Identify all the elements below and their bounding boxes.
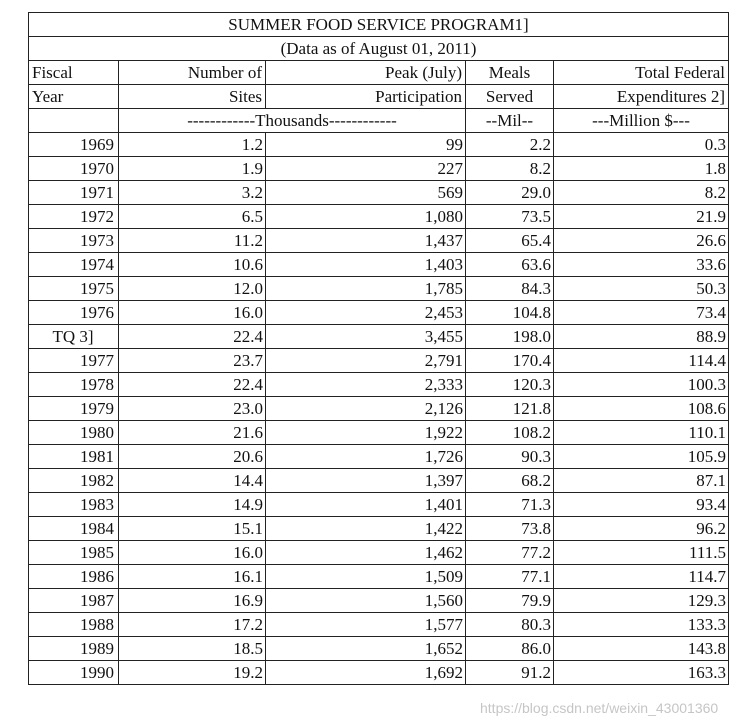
- cell-fiscal-year: 1973: [29, 229, 119, 253]
- cell-total-federal-expenditures: 110.1: [554, 421, 729, 445]
- cell-peak-participation: 1,080: [266, 205, 466, 229]
- cell-number-of-sites: 22.4: [119, 373, 266, 397]
- cell-meals-served: 63.6: [466, 253, 554, 277]
- cell-fiscal-year: 1971: [29, 181, 119, 205]
- table-title: SUMMER FOOD SERVICE PROGRAM1]: [29, 13, 729, 37]
- cell-number-of-sites: 16.9: [119, 589, 266, 613]
- cell-peak-participation: 569: [266, 181, 466, 205]
- cell-meals-served: 86.0: [466, 637, 554, 661]
- table-row: [29, 637, 729, 661]
- cell-fiscal-year: 1970: [29, 157, 119, 181]
- cell-peak-participation: 2,333: [266, 373, 466, 397]
- cell-peak-participation: 2,453: [266, 301, 466, 325]
- cell-peak-participation: 227: [266, 157, 466, 181]
- cell-total-federal-expenditures: 96.2: [554, 517, 729, 541]
- cell-meals-served: 77.1: [466, 565, 554, 589]
- cell-total-federal-expenditures: 133.3: [554, 613, 729, 637]
- cell-fiscal-year: 1975: [29, 277, 119, 301]
- cell-fiscal-year: 1989: [29, 637, 119, 661]
- header-sites-line2: Sites: [119, 85, 266, 109]
- header-fiscal-year-line1: Fiscal: [29, 61, 119, 85]
- cell-meals-served: 80.3: [466, 613, 554, 637]
- cell-fiscal-year: 1988: [29, 613, 119, 637]
- units-row: [29, 109, 729, 133]
- cell-peak-participation: 1,577: [266, 613, 466, 637]
- cell-fiscal-year: 1990: [29, 661, 119, 685]
- cell-total-federal-expenditures: 1.8: [554, 157, 729, 181]
- cell-peak-participation: 1,397: [266, 469, 466, 493]
- units-blank-cell: [29, 109, 119, 133]
- cell-total-federal-expenditures: 88.9: [554, 325, 729, 349]
- cell-fiscal-year: 1986: [29, 565, 119, 589]
- cell-meals-served: 77.2: [466, 541, 554, 565]
- cell-total-federal-expenditures: 8.2: [554, 181, 729, 205]
- cell-fiscal-year: 1979: [29, 397, 119, 421]
- cell-fiscal-year: 1974: [29, 253, 119, 277]
- table-subtitle-row: [29, 37, 729, 61]
- cell-peak-participation: 1,422: [266, 517, 466, 541]
- table-row: [29, 205, 729, 229]
- table-row: [29, 421, 729, 445]
- cell-meals-served: 121.8: [466, 397, 554, 421]
- cell-peak-participation: 2,791: [266, 349, 466, 373]
- cell-meals-served: 79.9: [466, 589, 554, 613]
- table-row: [29, 181, 729, 205]
- cell-peak-participation: 1,509: [266, 565, 466, 589]
- cell-peak-participation: 1,726: [266, 445, 466, 469]
- header-peak-line2: Participation: [266, 85, 466, 109]
- table-row: [29, 157, 729, 181]
- cell-number-of-sites: 23.0: [119, 397, 266, 421]
- cell-meals-served: 84.3: [466, 277, 554, 301]
- table-row: [29, 565, 729, 589]
- cell-fiscal-year: 1976: [29, 301, 119, 325]
- cell-number-of-sites: 12.0: [119, 277, 266, 301]
- cell-number-of-sites: 14.4: [119, 469, 266, 493]
- cell-fiscal-year: 1972: [29, 205, 119, 229]
- cell-meals-served: 90.3: [466, 445, 554, 469]
- cell-number-of-sites: 23.7: [119, 349, 266, 373]
- table-title-row: [29, 13, 729, 37]
- cell-number-of-sites: 10.6: [119, 253, 266, 277]
- cell-number-of-sites: 1.2: [119, 133, 266, 157]
- table-row: [29, 133, 729, 157]
- header-sites-line1: Number of: [119, 61, 266, 85]
- cell-total-federal-expenditures: 163.3: [554, 661, 729, 685]
- cell-number-of-sites: 11.2: [119, 229, 266, 253]
- cell-fiscal-year: 1981: [29, 445, 119, 469]
- cell-meals-served: 91.2: [466, 661, 554, 685]
- cell-meals-served: 170.4: [466, 349, 554, 373]
- units-mil: --Mil--: [466, 109, 554, 133]
- cell-fiscal-year: 1987: [29, 589, 119, 613]
- cell-meals-served: 73.5: [466, 205, 554, 229]
- cell-number-of-sites: 17.2: [119, 613, 266, 637]
- cell-meals-served: 68.2: [466, 469, 554, 493]
- cell-peak-participation: 1,560: [266, 589, 466, 613]
- cell-total-federal-expenditures: 26.6: [554, 229, 729, 253]
- cell-number-of-sites: 16.1: [119, 565, 266, 589]
- cell-number-of-sites: 3.2: [119, 181, 266, 205]
- cell-number-of-sites: 1.9: [119, 157, 266, 181]
- cell-total-federal-expenditures: 111.5: [554, 541, 729, 565]
- cell-peak-participation: 1,462: [266, 541, 466, 565]
- table-row: [29, 589, 729, 613]
- table-row: [29, 613, 729, 637]
- cell-total-federal-expenditures: 93.4: [554, 493, 729, 517]
- table-row: [29, 229, 729, 253]
- cell-peak-participation: 1,785: [266, 277, 466, 301]
- table-row: [29, 493, 729, 517]
- cell-fiscal-year: TQ 3]: [29, 325, 119, 349]
- table-row: [29, 277, 729, 301]
- table-row: [29, 517, 729, 541]
- cell-fiscal-year: 1969: [29, 133, 119, 157]
- cell-meals-served: 198.0: [466, 325, 554, 349]
- cell-meals-served: 120.3: [466, 373, 554, 397]
- cell-peak-participation: 1,401: [266, 493, 466, 517]
- cell-number-of-sites: 6.5: [119, 205, 266, 229]
- cell-total-federal-expenditures: 73.4: [554, 301, 729, 325]
- cell-peak-participation: 1,403: [266, 253, 466, 277]
- cell-total-federal-expenditures: 114.7: [554, 565, 729, 589]
- cell-number-of-sites: 16.0: [119, 301, 266, 325]
- table-row: [29, 253, 729, 277]
- header-meals-line2: Served: [466, 85, 554, 109]
- cell-fiscal-year: 1985: [29, 541, 119, 565]
- cell-number-of-sites: 18.5: [119, 637, 266, 661]
- watermark-text: https://blog.csdn.net/weixin_43001360: [480, 700, 719, 716]
- cell-total-federal-expenditures: 33.6: [554, 253, 729, 277]
- table-row: [29, 325, 729, 349]
- cell-peak-participation: 99: [266, 133, 466, 157]
- table-row: [29, 349, 729, 373]
- cell-total-federal-expenditures: 105.9: [554, 445, 729, 469]
- header-row-line1: [29, 61, 729, 85]
- summer-food-service-table: [28, 12, 729, 685]
- cell-meals-served: 29.0: [466, 181, 554, 205]
- table-row: [29, 301, 729, 325]
- cell-peak-participation: 2,126: [266, 397, 466, 421]
- cell-number-of-sites: 16.0: [119, 541, 266, 565]
- cell-number-of-sites: 14.9: [119, 493, 266, 517]
- summer-food-table-sheet: [28, 12, 729, 685]
- cell-fiscal-year: 1977: [29, 349, 119, 373]
- cell-number-of-sites: 20.6: [119, 445, 266, 469]
- header-peak-line1: Peak (July): [266, 61, 466, 85]
- cell-total-federal-expenditures: 129.3: [554, 589, 729, 613]
- cell-total-federal-expenditures: 21.9: [554, 205, 729, 229]
- cell-total-federal-expenditures: 87.1: [554, 469, 729, 493]
- cell-fiscal-year: 1982: [29, 469, 119, 493]
- cell-total-federal-expenditures: 50.3: [554, 277, 729, 301]
- header-meals-line1: Meals: [466, 61, 554, 85]
- table-row: [29, 541, 729, 565]
- cell-meals-served: 104.8: [466, 301, 554, 325]
- cell-number-of-sites: 22.4: [119, 325, 266, 349]
- cell-peak-participation: 1,692: [266, 661, 466, 685]
- units-thousands: ------------Thousands------------: [119, 109, 466, 133]
- table-row: [29, 445, 729, 469]
- cell-peak-participation: 1,922: [266, 421, 466, 445]
- units-million-dollars: ---Million $---: [554, 109, 729, 133]
- cell-number-of-sites: 15.1: [119, 517, 266, 541]
- cell-number-of-sites: 21.6: [119, 421, 266, 445]
- table-subtitle: (Data as of August 01, 2011): [29, 37, 729, 61]
- cell-meals-served: 65.4: [466, 229, 554, 253]
- cell-meals-served: 8.2: [466, 157, 554, 181]
- header-exp-line2: Expenditures 2]: [554, 85, 729, 109]
- cell-total-federal-expenditures: 114.4: [554, 349, 729, 373]
- table-row: [29, 397, 729, 421]
- header-exp-line1: Total Federal: [554, 61, 729, 85]
- header-fiscal-year-line2: Year: [29, 85, 119, 109]
- cell-meals-served: 71.3: [466, 493, 554, 517]
- cell-meals-served: 108.2: [466, 421, 554, 445]
- cell-peak-participation: 3,455: [266, 325, 466, 349]
- table-row: [29, 373, 729, 397]
- cell-peak-participation: 1,652: [266, 637, 466, 661]
- header-row-line2: [29, 85, 729, 109]
- cell-meals-served: 2.2: [466, 133, 554, 157]
- cell-peak-participation: 1,437: [266, 229, 466, 253]
- cell-total-federal-expenditures: 100.3: [554, 373, 729, 397]
- table-row: [29, 661, 729, 685]
- cell-meals-served: 73.8: [466, 517, 554, 541]
- cell-total-federal-expenditures: 0.3: [554, 133, 729, 157]
- cell-fiscal-year: 1978: [29, 373, 119, 397]
- cell-fiscal-year: 1984: [29, 517, 119, 541]
- cell-fiscal-year: 1983: [29, 493, 119, 517]
- cell-total-federal-expenditures: 143.8: [554, 637, 729, 661]
- cell-total-federal-expenditures: 108.6: [554, 397, 729, 421]
- cell-fiscal-year: 1980: [29, 421, 119, 445]
- table-row: [29, 469, 729, 493]
- cell-number-of-sites: 19.2: [119, 661, 266, 685]
